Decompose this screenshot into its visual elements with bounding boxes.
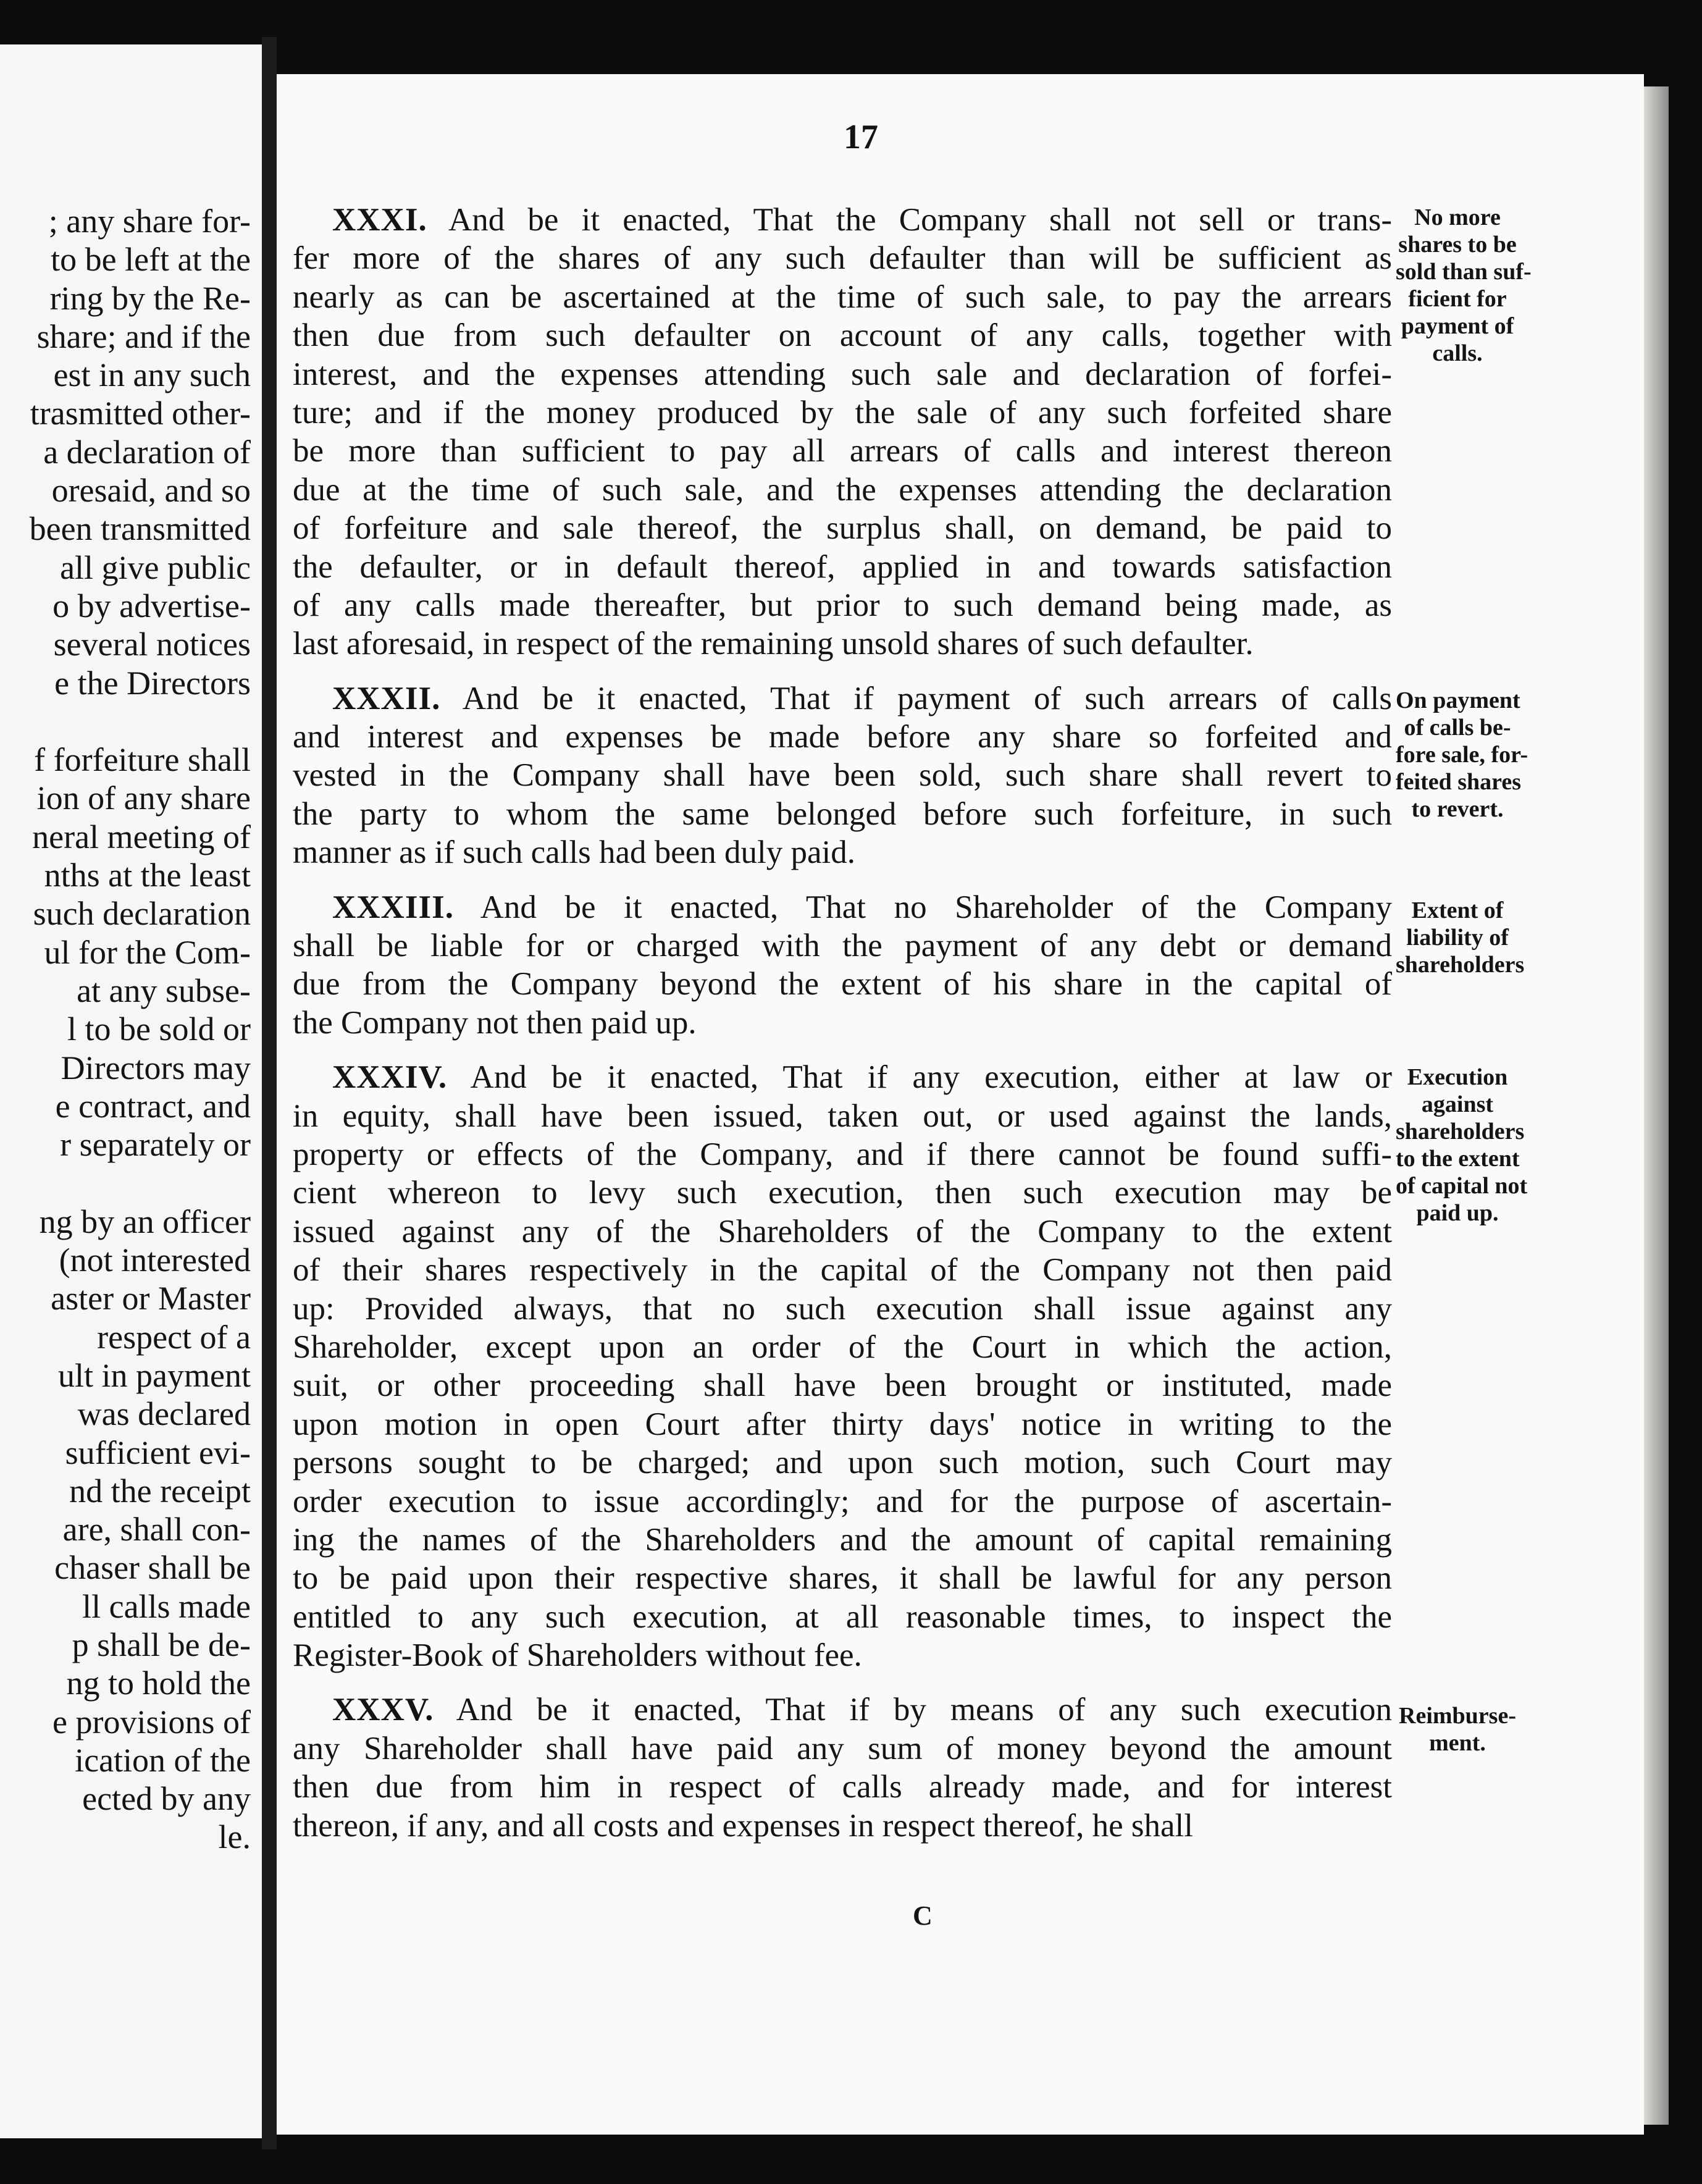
text-line-content: And be it enacted, That no Shareholder of the Company	[480, 889, 1392, 925]
margin-note-line: Execution	[1407, 1064, 1508, 1090]
page-edge	[1644, 86, 1669, 2125]
left-page-line: ected by any	[82, 1780, 251, 1818]
section-xxxi	[293, 201, 1392, 663]
text-line: of their shares respectively in the capital of the Company not then paid	[293, 1252, 1392, 1288]
left-page-line: ul for the Com-	[44, 933, 251, 971]
left-page-line	[0, 1164, 251, 1202]
text-line-content: And be it enacted, That the Company shall not sell or trans-	[448, 202, 1392, 238]
margin-note-line: fore sale, for-	[1396, 742, 1528, 768]
left-page-line: several notices	[53, 626, 251, 663]
text-line: fer more of the shares of any such defaulter than will be sufficient as	[293, 240, 1392, 277]
margin-note	[1396, 204, 1532, 367]
section-numeral: XXXIII.	[332, 889, 454, 925]
section-xxxiv	[293, 1058, 1392, 1674]
left-page-line: le.	[218, 1818, 251, 1856]
text-line: upon motion in open Court after thirty days' notice in writing to the	[293, 1406, 1392, 1442]
text-line: then due from such defaulter on account of any calls, together with	[293, 317, 1392, 354]
left-page-line: ion of any share	[36, 779, 251, 817]
text-line: of any calls made thereafter, but prior to such demand being made, as	[293, 587, 1392, 623]
left-page-line: ult in payment	[58, 1356, 251, 1394]
margin-note-line: liability of	[1406, 925, 1509, 951]
text-line: up: Provided always, that no such execution shall issue against any	[293, 1290, 1392, 1327]
text-line: persons sought to be charged; and upon such motion, such Court may	[293, 1445, 1392, 1481]
section-numeral: XXXII.	[332, 680, 441, 716]
text-line: Shareholder, except upon an order of the Court in which the action,	[293, 1329, 1392, 1365]
text-line: due from the Company beyond the extent of his share in the capital of	[293, 966, 1392, 1002]
text-line: issued against any of the Shareholders of the Company to the extent	[293, 1213, 1392, 1250]
text-line: suit, or other proceeding shall have been brought or instituted, made	[293, 1367, 1392, 1404]
text-line	[293, 888, 1392, 926]
margin-note	[1396, 1064, 1528, 1227]
left-page-line: l to be sold or	[67, 1010, 251, 1048]
text-line-content: And be it enacted, That if payment of such arrears of calls	[462, 680, 1393, 716]
text-line-content: And be it enacted, That if by means of any such execution	[456, 1692, 1392, 1728]
text-line: the party to whom the same belonged before such forfeiture, in such	[293, 796, 1392, 832]
text-line	[293, 201, 1392, 239]
section-xxxiii	[293, 888, 1392, 1043]
text-line: to be paid upon their respective shares, it shall be lawful for any person	[293, 1560, 1392, 1597]
margin-note-line: calls.	[1432, 340, 1483, 366]
left-page-line	[0, 702, 251, 741]
left-page-line: at any subse-	[77, 972, 251, 1009]
book-gutter	[262, 37, 277, 2149]
text-line: shall be liable for or charged with the payment of any debt or demand	[293, 928, 1392, 964]
margin-note	[1396, 1702, 1519, 1757]
text-line: the Company not then paid up.	[293, 1004, 697, 1041]
margin-note-line: ment.	[1429, 1730, 1486, 1756]
text-line: Register-Book of Shareholders without fee.	[293, 1637, 862, 1674]
left-page-line: nths at the least	[44, 857, 251, 894]
left-page-line: all give public	[60, 548, 251, 586]
text-line: of forfeiture and sale thereof, the surplus shall, on demand, be paid to	[293, 510, 1392, 547]
margin-note-line: ficient for	[1408, 286, 1507, 312]
left-page-line: neral meeting of	[32, 818, 251, 855]
left-page-line: chaser shall be	[54, 1549, 251, 1587]
left-page-line: ; any share for-	[48, 203, 251, 240]
margin-note-line: to revert.	[1411, 796, 1504, 822]
text-line: in equity, shall have been issued, taken out, or used against the lands,	[293, 1098, 1392, 1134]
margin-note-line: Extent of	[1411, 897, 1504, 923]
text-line: order execution to issue accordingly; and for the purpose of ascertain-	[293, 1483, 1392, 1519]
left-page-line: was declared	[77, 1395, 251, 1433]
margin-notes-column	[1396, 74, 1532, 2051]
margin-note-line: feited shares	[1396, 769, 1521, 795]
margin-note-line: shareholders	[1396, 1119, 1525, 1144]
text-line: vested in the Company shall have been sold, such share shall revert to	[293, 757, 1392, 794]
margin-note-line: Reimburse-	[1399, 1703, 1516, 1729]
left-page-line: are, shall con-	[62, 1511, 251, 1548]
text-line: due at the time of such sale, and the expenses attending the declaration	[293, 471, 1392, 508]
margin-note-line: sold than suf-	[1396, 259, 1532, 285]
left-page-line: to be left at the	[51, 241, 251, 279]
left-page-line: nd the receipt	[69, 1472, 251, 1510]
left-page-line: ring by the Re-	[49, 279, 251, 317]
page-number: 17	[844, 118, 878, 156]
left-page-line: ll calls made	[82, 1587, 251, 1625]
text-line: any Shareholder shall have paid any sum of money beyond the amount	[293, 1730, 1392, 1766]
text-line: the defaulter, or in default thereof, applied in and towards satisfaction	[293, 548, 1392, 585]
margin-note-line: of calls be-	[1404, 715, 1511, 741]
left-page-line: aster or Master	[51, 1280, 251, 1317]
text-line	[293, 1690, 1392, 1729]
text-line: and interest and expenses be made before any share so forfeited and	[293, 719, 1392, 755]
left-page-line: sufficient evi-	[65, 1434, 251, 1471]
text-line: be more than sufficient to pay all arrears of calls and interest thereon	[293, 433, 1392, 469]
text-line: entitled to any such execution, at all reasonable times, to inspect the	[293, 1598, 1392, 1635]
left-page-line: e the Directors	[54, 664, 251, 702]
left-page-line: ng to hold the	[66, 1665, 251, 1702]
text-line: then due from him in respect of calls already made, and for interest	[293, 1769, 1392, 1805]
left-page-line: been transmitted	[29, 510, 251, 548]
left-page-line: e contract, and	[55, 1087, 251, 1125]
margin-note-line: On payment	[1396, 687, 1520, 713]
margin-note-line: of capital not	[1396, 1173, 1528, 1199]
text-line: ture; and if the money produced by the sale of any such forfeited share	[293, 394, 1392, 430]
left-page-line: ication of the	[75, 1741, 251, 1779]
text-line: nearly as can be ascertained at the time of such sale, to pay the arrears	[293, 279, 1392, 315]
left-page-line: trasmitted other-	[30, 395, 251, 432]
text-line: interest, and the expenses attending such sale and declaration of forfei-	[293, 356, 1392, 392]
left-page-line: ng by an officer	[39, 1203, 251, 1240]
right-page	[277, 74, 1644, 2135]
margin-note-line: against	[1421, 1091, 1494, 1117]
left-page-line: o by advertise-	[52, 587, 251, 624]
left-page-line: est in any such	[53, 356, 251, 394]
left-page-fragment	[0, 44, 266, 2138]
left-page-line: f forfeiture shall	[34, 741, 251, 779]
text-line: ing the names of the Shareholders and the amount of capital remaining	[293, 1521, 1392, 1558]
text-line-content: And be it enacted, That if any execution, either at law or	[470, 1059, 1393, 1096]
text-line: manner as if such calls had been duly paid.	[293, 834, 856, 871]
margin-note	[1396, 687, 1528, 823]
main-text-column	[293, 201, 1392, 1845]
left-page-line: (not interested	[59, 1241, 251, 1279]
section-numeral: XXXI.	[332, 202, 427, 238]
margin-note-line: No more	[1414, 204, 1501, 230]
text-line: thereon, if any, and all costs and expenses in respect thereof, he shall	[293, 1807, 1193, 1844]
signature-mark: C	[913, 1900, 933, 1931]
left-page-line: such declaration	[33, 895, 251, 933]
text-line: cient whereon to levy such execution, then such execution may be	[293, 1175, 1392, 1211]
margin-note-line: payment of	[1401, 313, 1514, 339]
left-page-text	[0, 202, 251, 1857]
left-page-line: a declaration of	[43, 433, 251, 471]
left-page-line: respect of a	[97, 1318, 251, 1356]
section-xxxv	[293, 1690, 1392, 1845]
section-numeral: XXXV.	[332, 1692, 434, 1728]
margin-note-line: to the extent	[1396, 1146, 1520, 1172]
left-page-line: p shall be de-	[72, 1626, 251, 1663]
left-page-line: share; and if the	[36, 317, 251, 355]
text-line: property or effects of the Company, and if there cannot be found suffi-	[293, 1136, 1392, 1172]
left-page-line: oresaid, and so	[51, 472, 251, 510]
margin-note	[1396, 897, 1525, 978]
section-xxxii	[293, 679, 1392, 872]
left-page-line: r separately or	[60, 1126, 251, 1164]
text-line: last aforesaid, in respect of the remaining unsold shares of such defaulter.	[293, 626, 1254, 662]
margin-note-line: paid up.	[1416, 1200, 1499, 1226]
text-line	[293, 679, 1392, 718]
text-line	[293, 1058, 1392, 1096]
left-page-line: Directors may	[61, 1049, 251, 1086]
margin-note-line: shareholders	[1396, 952, 1525, 978]
margin-note-line: shares to be	[1398, 232, 1517, 258]
section-numeral: XXXIV.	[332, 1059, 448, 1096]
left-page-line: e provisions of	[52, 1703, 251, 1741]
